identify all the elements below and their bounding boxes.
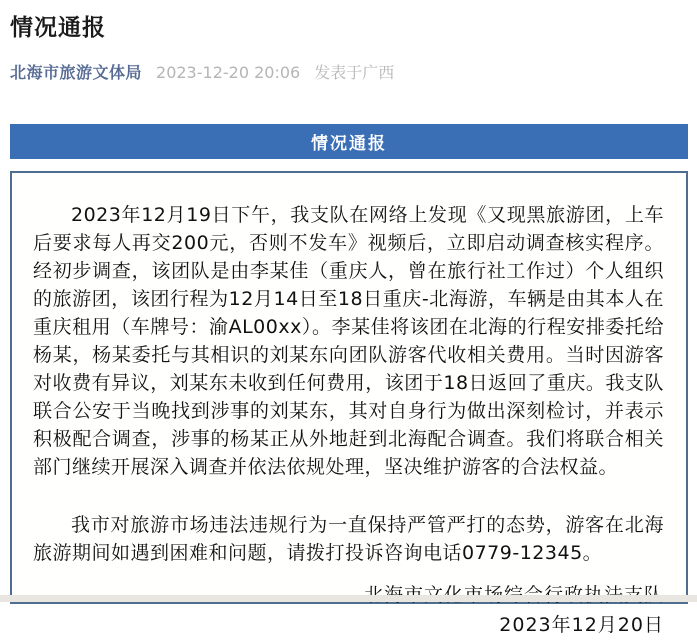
notice-body-box [10, 171, 688, 636]
article-meta-row [10, 60, 688, 83]
notice-banner [10, 124, 688, 159]
page-bottom-edge [0, 595, 697, 602]
publish-timestamp: 2023-12-20 20:06 [156, 63, 301, 82]
account-name-link[interactable]: 北海市旅游文体局 [10, 63, 143, 82]
signature-date: 2023年12月20日 [499, 614, 664, 636]
publish-location: 发表于广西 [314, 63, 395, 82]
notice-banner-title: 情况通报 [311, 134, 387, 154]
notice-paragraph-1: 2023年12月19日下午，我支队在网络上发现《又现黑旅游团，上车后要求每人再交200元，否则不发车》视频后，立即启动调查核实程序。经初步调查，该团队是由李某佳（重庆人，曾在旅行社工作过）个人组织的旅游团，该团行程为12月14日至18日重庆-北海游，车辆是由其本人在重庆租用（车牌号：渝AL00xx）。李某佳将该团在北海的行程安排委托给杨某，杨某委托与其相识的刘某东向团队游客代收相关费用。当时因游客对收费有异议，刘某东未收到任何费用，该团于18日返回了重庆。我支队联合公安于当晚找到涉事的刘某东，其对自身行为做出深刻检讨，并表示积极配合调查，涉事的杨某正从外地赶到北海配合调查。我们将联合相关部门继续开展深入调查并依法依规处理，坚决维护游客的合法权益。 [33, 204, 664, 478]
notice-signature [33, 580, 664, 640]
article-title: 情况通报 [10, 15, 106, 41]
notice-paragraph-2: 我市对旅游市场违法违规行为一直保持严管严打的态势，游客在北海旅游期间如遇到困难和问题，请拨打投诉咨询电话0779-12345。 [33, 514, 664, 564]
